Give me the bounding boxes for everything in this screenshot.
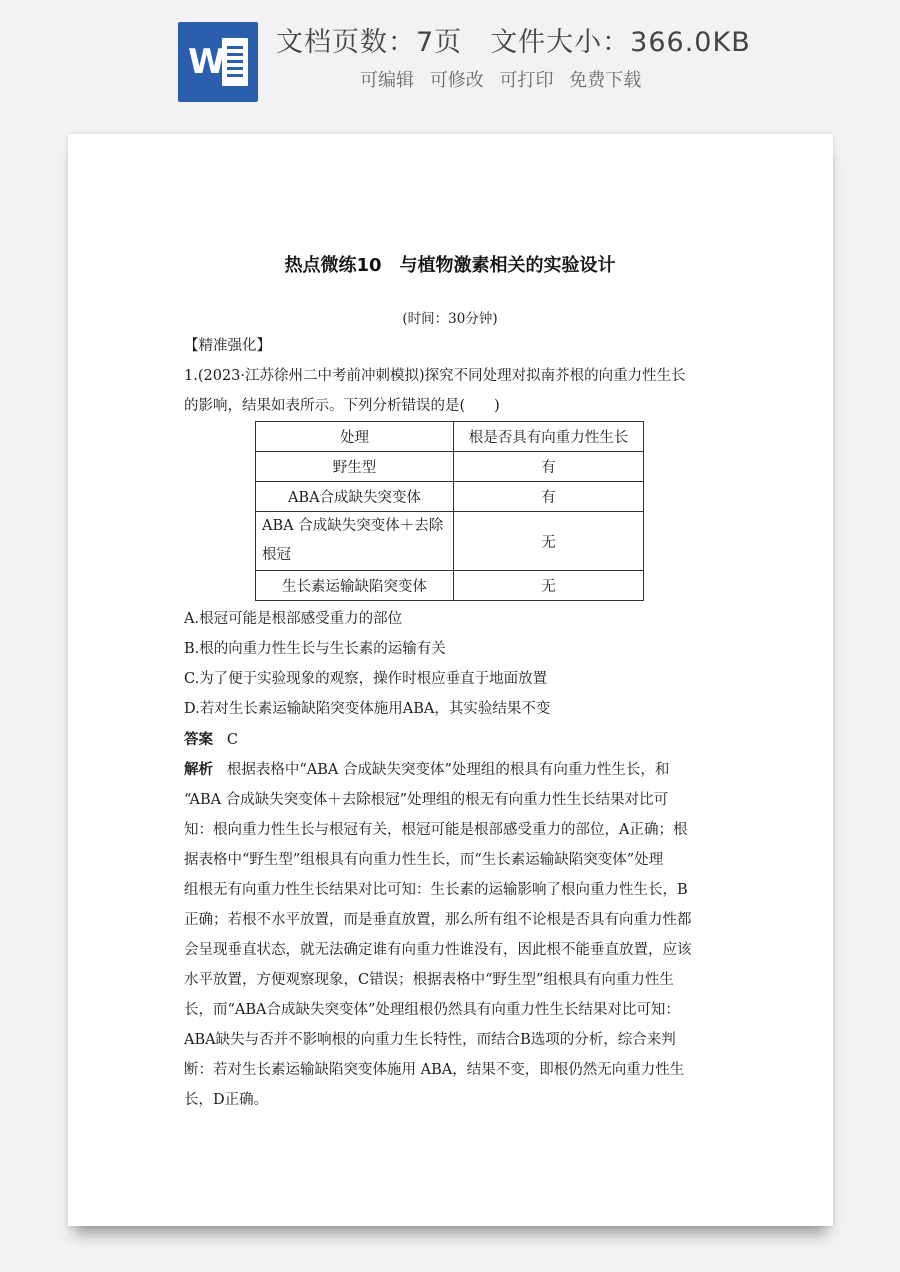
table-header-cell: 根是否具有向重力性生长 [454,422,644,452]
result-table [255,421,644,601]
table-cell: ABA 合成缺失突变体＋去除根冠 [256,512,454,571]
table-row [256,452,644,482]
table-cell: 野生型 [256,452,454,482]
table-row [256,512,644,571]
table-row [256,571,644,601]
option-a: A.根冠可能是根部感受重力的部位 [184,611,403,627]
table-cell: 有 [454,452,644,482]
option-c: C.为了便于实验现象的观察，操作时根应垂直于地面放置 [184,671,548,687]
table-cell: 生长素运输缺陷突变体 [256,571,454,601]
analysis-line: 组根无有向重力性生长结果对比可知：生长素的运输影响了根向重力性生长，B [184,882,688,898]
analysis-line: 断：若对生长素运输缺陷突变体施用 ABA，结果不变，即根仍然无向重力性生 [184,1062,685,1078]
feature-modifiable: 可修改 [429,70,484,91]
table-cell: ABA合成缺失突变体 [256,482,454,512]
analysis-line: 长，而“ABA合成缺失突变体”处理组根仍然具有向重力性生长结果对比可知： [184,1002,680,1018]
section-heading: 【精准强化】 [184,338,271,354]
table-header-row [256,422,644,452]
word-document-icon [178,22,258,102]
time-note: (时间：30分钟) [402,311,498,327]
feature-printable: 可打印 [499,70,554,91]
analysis-line: 会呈现垂直状态，就无法确定谁有向重力性谁没有，因此根不能垂直放置，应该 [184,942,692,958]
analysis-line: 长，D正确。 [184,1092,269,1108]
question-line-2: 的影响，结果如表所示。下列分析错误的是( ) [184,398,500,414]
option-d: D.若对生长素运输缺陷突变体施用ABA，其实验结果不变 [184,701,551,717]
analysis-line: 水平放置，方便观察现象，C错误；根据表格中“野生型”组根具有向重力性生 [184,972,674,988]
file-size: 文件大小：366.0KB [490,27,751,58]
analysis-line: 据表格中“野生型”组根具有向重力性生长，而“生长素运输缺陷突变体”处理 [184,852,664,868]
analysis-line [184,755,716,785]
question-line-1: 1.(2023·江苏徐州二中考前冲刺模拟)探究不同处理对拟南芥根的向重力性生长 [184,368,686,384]
option-b: B.根的向重力性生长与生长素的运输有关 [184,641,446,657]
table-cell: 无 [454,571,644,601]
word-logo-letter: W [188,42,226,82]
feature-free-download: 免费下载 [569,70,642,91]
answer-label: 答案 [184,731,213,748]
analysis-label: 解析 [184,761,213,778]
file-info [276,20,779,59]
analysis-line: “ABA 合成缺失突变体＋去除根冠”处理组的根无有向重力性生长结果对比可 [184,792,669,808]
analysis-line: ABA缺失与否并不影响根的向重力生长特性，而结合B选项的分析，综合来判 [184,1032,676,1048]
analysis-line: 正确；若根不水平放置，而是垂直放置，那么所有组不论根是否具有向重力性都 [184,912,692,928]
document-page [68,134,833,1226]
feature-editable: 可编辑 [360,70,414,91]
analysis-line: 知：根向重力性生长与根冠有关，根冠可能是根部感受重力的部位，A正确；根 [184,822,688,838]
answer-value: C [226,732,238,748]
table-row [256,482,644,512]
answer [184,725,716,755]
document-title: 热点微练10 与植物激素相关的实验设计 [284,255,616,276]
download-banner [0,0,900,120]
table-cell: 无 [454,512,644,571]
table-cell: 有 [454,482,644,512]
table-header-cell: 处理 [256,422,454,452]
page-count: 文档页数：7页 [276,27,463,58]
feature-list [360,66,651,92]
analysis-text: 根据表格中“ABA 合成缺失突变体”处理组的根具有向重力性生长，和 [226,762,670,778]
